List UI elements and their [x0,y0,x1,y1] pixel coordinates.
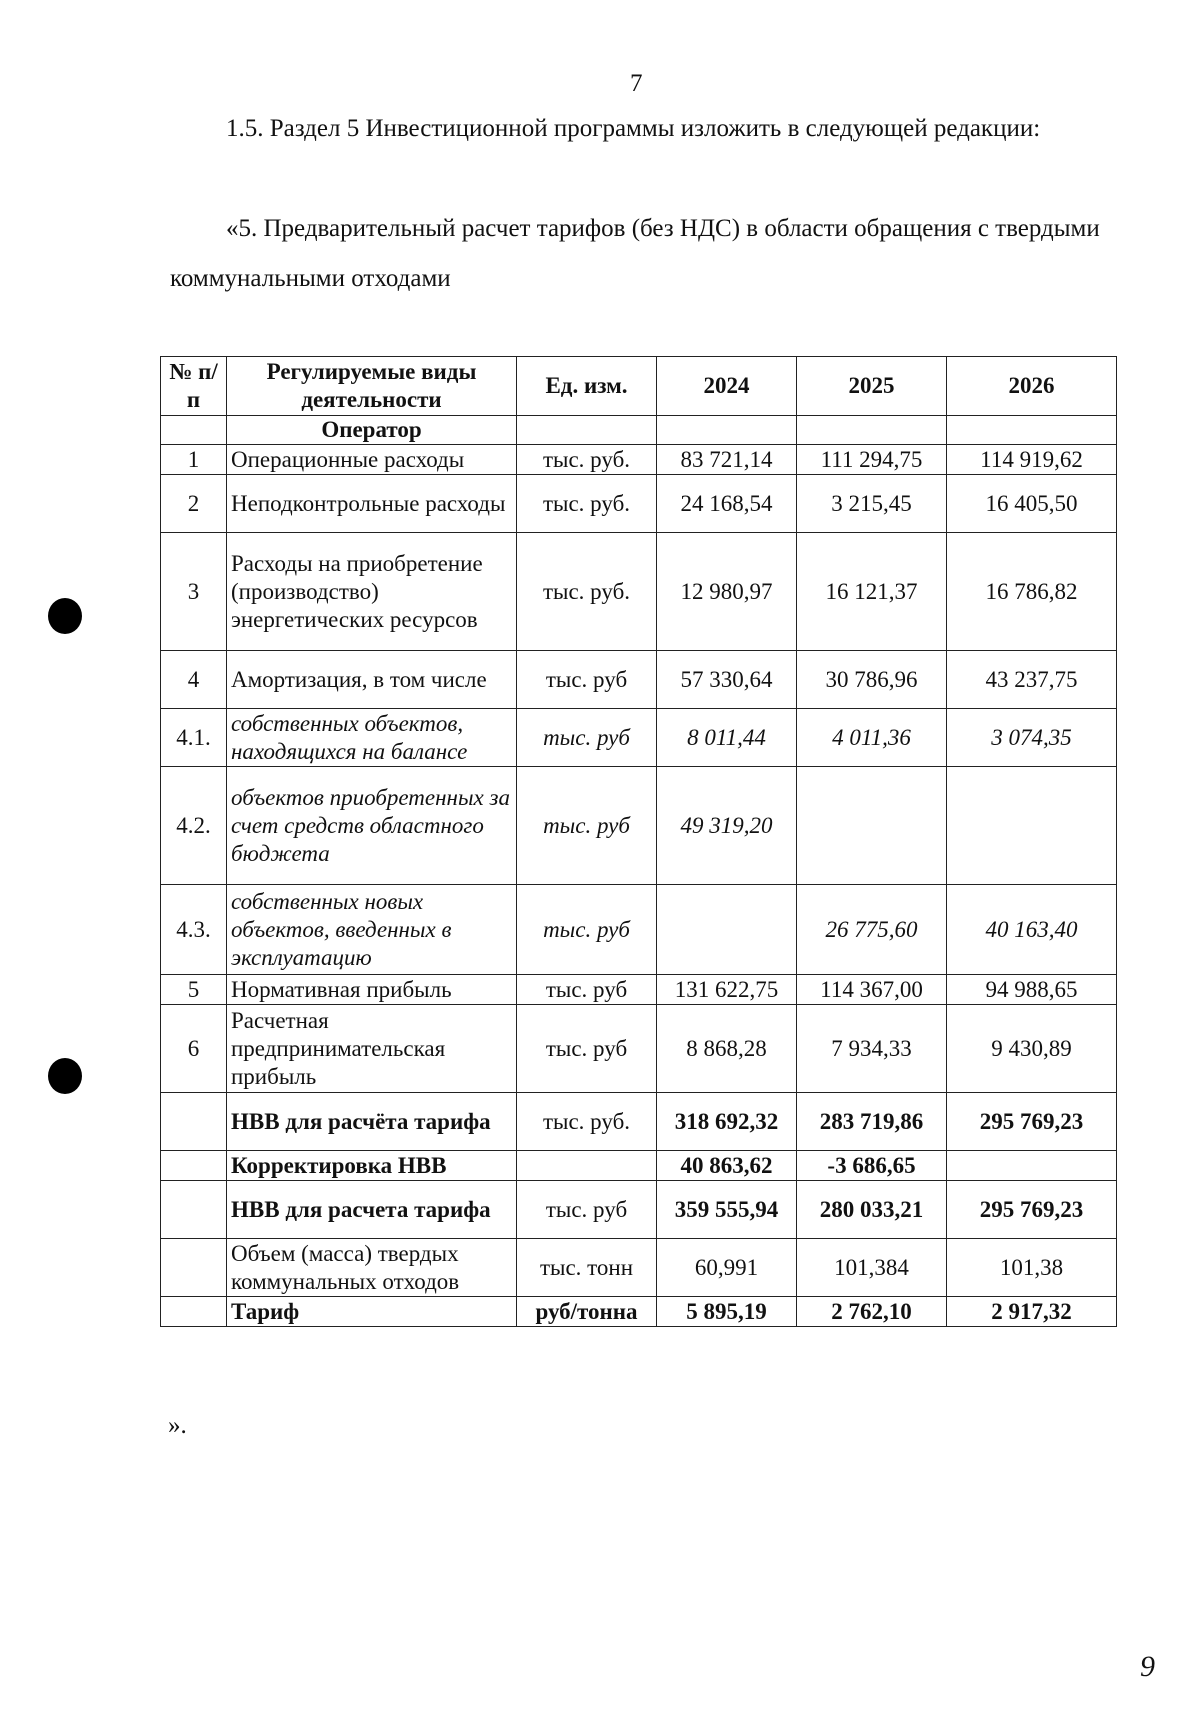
binder-hole [48,1058,82,1094]
table-row: НВВ для расчета тарифа тыс. руб 359 555,94 280 033,21 295 769,23 [161,1181,1117,1239]
header-activity: Регулируемые виды деятельности [227,357,517,416]
table-row: 6 Расчетная предпринимательская прибыль тыс. руб 8 868,28 7 934,33 9 430,89 [161,1005,1117,1093]
section-title: Оператор [227,416,517,445]
table-row: 2 Неподконтрольные расходы тыс. руб. 24 168,54 3 215,45 16 405,50 [161,475,1117,533]
table-row: 4.3. собственных новых объектов, введенных в эксплуатацию тыс. руб 26 775,60 40 163,40 [161,885,1117,975]
table-row: 3 Расходы на приобретение (производство) энергетических ресурсов тыс. руб. 12 980,97 16 121,37 16 786,82 [161,533,1117,651]
header-2026: 2026 [947,357,1117,416]
corner-sheet-number: 9 [1140,1650,1155,1683]
table-row: 4.2. объектов приобретенных за счет средств областного бюджета тыс. руб 49 319,20 [161,767,1117,885]
table-row: 1 Операционные расходы тыс. руб. 83 721,14 111 294,75 114 919,62 [161,445,1117,475]
closing-quote: ». [168,1412,187,1439]
header-unit: Ед. изм. [517,357,657,416]
table-row: Тариф руб/тонна 5 895,19 2 762,10 2 917,32 [161,1297,1117,1327]
table-row: Корректировка НВВ 40 863,62 -3 686,65 [161,1151,1117,1181]
table-section-row [161,416,1117,445]
table-row: 5 Нормативная прибыль тыс. руб 131 622,75 114 367,00 94 988,65 [161,975,1117,1005]
table-row: Объем (масса) твердых коммунальных отходов тыс. тонн 60,991 101,384 101,38 [161,1239,1117,1297]
paragraph-section-change [170,104,1100,154]
paragraph-tariff-title [170,204,1100,304]
header-num: № п/п [161,357,227,416]
binder-hole [48,598,82,634]
paragraph-text: 1.5. Раздел 5 Инвестиционной программы изложить в следующей редакции: [226,115,1041,142]
header-2024: 2024 [657,357,797,416]
paragraph-text: «5. Предварительный расчет тарифов (без НДС) в области обращения с твердыми коммунальными отходами [170,215,1100,292]
table-header-row [161,357,1117,416]
tariff-table [160,356,1117,1327]
page-number: 7 [630,70,643,97]
table-row: НВВ для расчёта тарифа тыс. руб. 318 692,32 283 719,86 295 769,23 [161,1093,1117,1151]
header-2025: 2025 [797,357,947,416]
table-row: 4 Амортизация, в том числе тыс. руб 57 330,64 30 786,96 43 237,75 [161,651,1117,709]
table-row: 4.1. собственных объектов, находящихся на балансе тыс. руб 8 011,44 4 011,36 3 074,35 [161,709,1117,767]
